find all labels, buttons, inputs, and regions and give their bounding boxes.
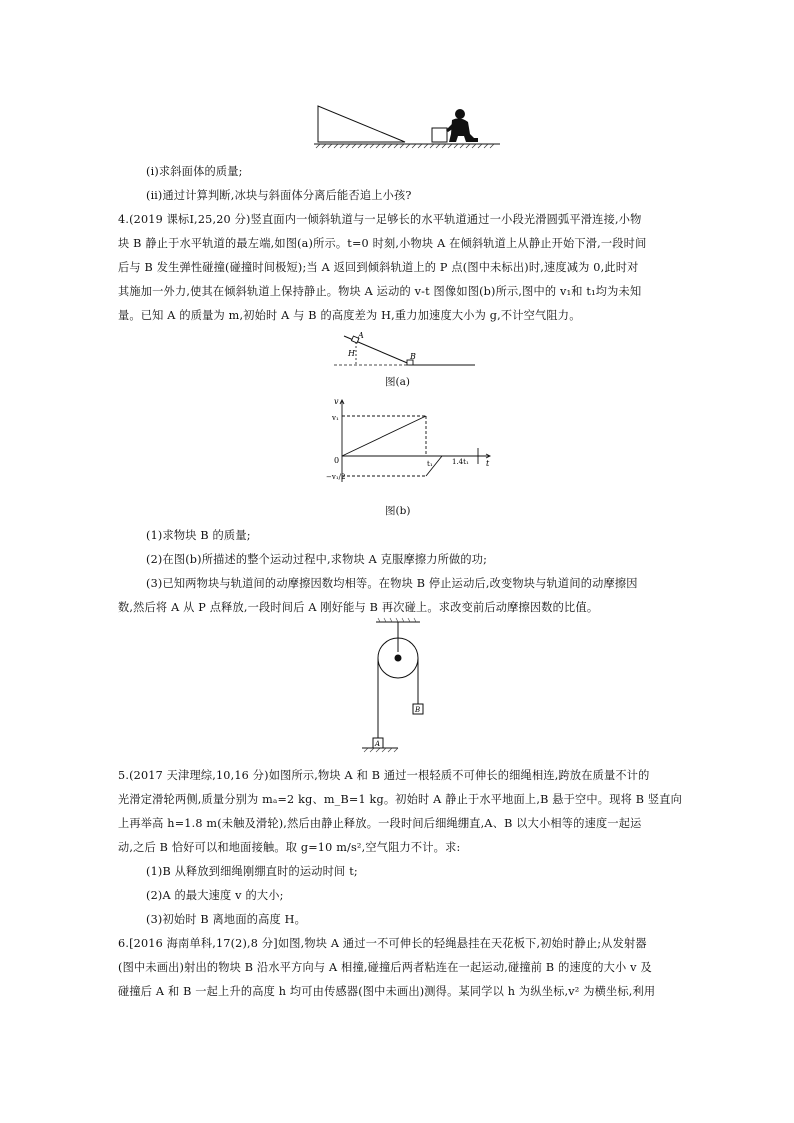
q4-line-3: 后与 B 发生弹性碰撞(碰撞时间极短);当 A 返回到倾斜轨道上的 P 点(图中未标出)时,速度减为 0,此时对	[118, 261, 639, 274]
fig-b-label-0: 0	[334, 456, 340, 465]
q3-sub-2: (ⅱ)通过计算判断,冰块与斜面体分离后能否追上小孩?	[146, 189, 412, 202]
q4-line-2: 块 B 静止于水平轨道的最左端,如图(a)所示。t=0 时刻,小物块 A 在倾斜轨道上从静止开始下滑,一段时间	[118, 237, 647, 250]
fig-a-label-a: A	[358, 331, 364, 340]
fig-b-caption: 图(b)	[385, 505, 411, 517]
fig-b-label-14t1: 1.4t₁	[452, 458, 469, 466]
q4-sub-3-cont: 数,然后将 A 从 P 点释放,一段时间后 A 刚好能与 B 再次碰上。求改变前后动摩擦因数的比值。	[118, 601, 599, 614]
q6-line-2: (图中未画出)射出的物块 B 沿水平方向与 A 相撞,碰撞后两者粘连在一起运动,碰撞前 B 的速度的大小 v 及	[118, 961, 652, 974]
figure-incline-child	[310, 100, 510, 152]
q4-sub-1: (1)求物块 B 的质量;	[146, 529, 251, 542]
q4-line-4: 其施加一外力,使其在倾斜轨道上保持静止。物块 A 运动的 v-t 图像如图(b)所示,图中的 v₁和 t₁均为未知	[118, 285, 642, 298]
figure-b-vt-graph	[326, 396, 500, 488]
fig-a-caption: 图(a)	[385, 376, 410, 388]
pulley-label-a: A	[375, 740, 381, 748]
fig-b-label-v: v	[334, 397, 339, 406]
q5-sub-1: (1)B 从释放到细绳刚绷直时的运动时间 t;	[146, 865, 358, 878]
q5-line-4: 动,之后 B 恰好可以和地面接触。取 g=10 m/s²,空气阻力不计。求:	[118, 841, 461, 854]
fig-a-label-h: H	[348, 349, 355, 358]
q4-line-1: 4.(2019 课标Ⅰ,25,20 分)竖直面内一倾斜轨道与一足够长的水平轨道通过一小段光滑圆弧平滑连接,小物	[118, 213, 642, 226]
fig-a-label-b: B	[410, 352, 416, 361]
q4-line-5: 量。已知 A 的质量为 m,初始时 A 与 B 的高度差为 H,重力加速度大小为 g,不计空气阻力。	[118, 309, 581, 322]
q4-sub-3: (3)已知两物块与轨道间的动摩擦因数均相等。在物块 B 停止运动后,改变物块与轨道间的动摩擦因	[146, 577, 638, 590]
fig-b-label-t: t	[486, 459, 490, 468]
figure-pulley	[362, 618, 432, 754]
q6-line-3: 碰撞后 A 和 B 一起上升的高度 h 均可由传感器(图中未画出)测得。某同学以 h 为纵坐标,v² 为横坐标,利用	[118, 985, 656, 998]
fig-b-label-neg: −v₁/2	[326, 473, 346, 481]
q4-sub-2: (2)在图(b)所描述的整个运动过程中,求物块 A 克服摩擦力所做的功;	[146, 553, 488, 566]
pulley-label-b: B	[415, 706, 421, 714]
ice-block	[432, 128, 447, 142]
q5-line-1: 5.(2017 天津理综,10,16 分)如图所示,物块 A 和 B 通过一根轻质不可伸长的细绳相连,跨放在质量不计的	[118, 769, 650, 782]
q5-line-3: 上再举高 h=1.8 m(未触及滑轮),然后由静止释放。一段时间后细绳绷直,A、B 以大小相等的速度一起运	[118, 817, 642, 830]
q3-sub-1: (ⅰ)求斜面体的质量;	[146, 165, 243, 178]
fig-b-label-v1: v₁	[332, 414, 339, 422]
q5-sub-3: (3)初始时 B 离地面的高度 H。	[146, 913, 306, 926]
child-silhouette	[446, 109, 478, 142]
q6-line-1: 6.[2016 海南单科,17(2),8 分]如图,物块 A 通过一不可伸长的轻绳悬挂在天花板下,初始时静止;从发射器	[118, 937, 647, 950]
fig-b-label-t1: t₁	[427, 460, 433, 468]
q5-line-2: 光滑定滑轮两侧,质量分别为 mₐ=2 kg、m_B=1 kg。初始时 A 静止于水平地面上,B 悬于空中。现将 B 竖直向	[118, 793, 683, 806]
figure-a-track	[330, 330, 480, 372]
q5-sub-2: (2)A 的最大速度 v 的大小;	[146, 889, 284, 902]
